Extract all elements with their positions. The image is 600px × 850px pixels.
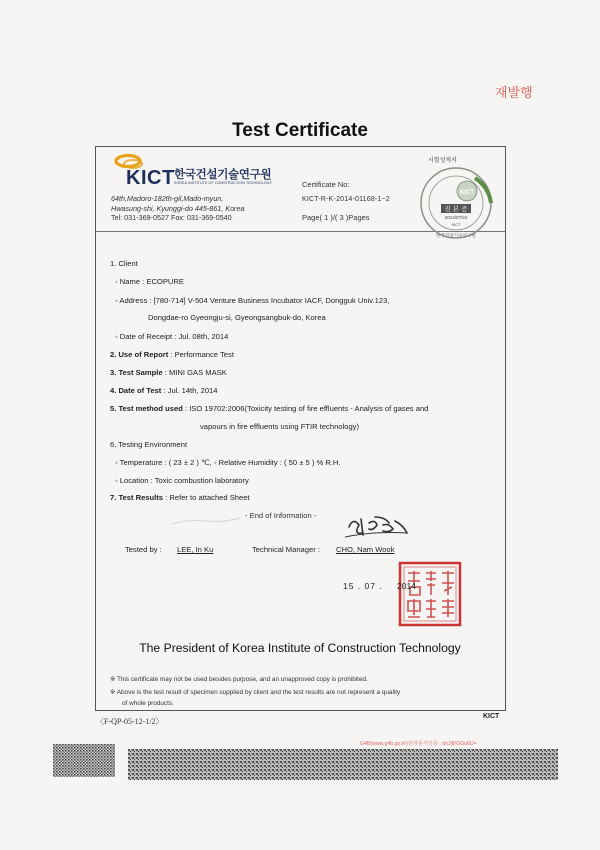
page-info: Page( 1 )/( 3 )Pages [302,213,370,222]
address-line-2: Hwasung-shi, Kyunggi-do 445-861, Korea [111,203,245,213]
certificate-number: KICT-R-K-2014-01168-1~2 [302,196,390,203]
certificate-label: Certificate No: [302,180,350,189]
org-name-english: KOREA INSTITUTE OF CONSTRUCTION TECHNOLOGY [174,181,273,185]
verification-url: G4B(www.g4b.go.kr)전자문서인증 : dnJj8/OGu6U= [360,741,477,747]
issue-date: 15 . 07 . [343,581,383,591]
notice-1: ※ This certificate may not be used besides purpose, and an unapproved copy is prohibited. [110,676,368,683]
barcode-pattern-icon [53,744,115,777]
official-stamp-icon [398,561,462,627]
org-name-korean: 한국건설기술연구원 [174,167,272,181]
seal-ring-text: 한국건설기술연구원 [436,234,476,239]
seal-top-text: KICT [460,190,474,196]
tested-by-label: Tested by : [125,545,162,554]
testing-environment-heading: 6. Testing Environment [110,440,188,449]
tested-by-name: LEE, In Ku [177,545,214,554]
security-pattern-icon [128,749,558,780]
authenticity-seal-icon [415,164,497,242]
seal-date: 2014/07/22 [444,215,468,220]
signature-icon [343,513,411,541]
client-heading: 1. Client [110,259,138,268]
reissue-mark: 재발행 [495,86,533,101]
test-method: 5. Test method used : ISO 19702:2006(Toxicity testing of fire effluents - Analysis of gases and [110,404,429,413]
president-title: The President of Korea Institute of Construction Technology [139,641,461,655]
seal-center-text: 진 본 증 [444,205,468,213]
use-of-report: 2. Use of Report : Performance Test [110,350,234,359]
issue-year: 2014 [397,581,416,591]
org-phone: Tel: 031-369-0527 Fax: 031-369-0540 [111,213,232,222]
temperature-humidity: ◦ Temperature : ( 23 ± 2 ) ℃, ◦ Relative Humidity : ( 50 ± 5 ) % R.H. [115,458,341,467]
seal-label: 시험성적서 [428,157,457,164]
seal-bottom-text: KICT [451,223,461,227]
date-of-test: 4. Date of Test : Jul. 14th, 2014 [110,386,218,395]
test-results: 7. Test Results : Refer to attached Sheet [110,493,250,502]
end-of-information: - End of Information - [245,511,317,520]
client-address-line-2: Dongdae-ro Gyeongju-si, Gyeongsangbuk-do, Korea [148,313,326,322]
date-of-receipt: ◦ Date of Receipt : Jul. 08th, 2014 [115,332,229,341]
notice-3: of whole products. [122,700,174,707]
technical-manager-label: Technical Manager : [252,545,320,554]
test-sample: 3. Test Sample : MINI GAS MASK [110,368,227,377]
org-abbr: KICT [126,167,175,189]
client-address-line-1: ◦ Address : [780-714] V-504 Venture Business Incubator IACF, Dongguk Univ.123, [115,296,390,305]
org-address [111,194,244,213]
technical-manager-name: CHO, Nam Wook [336,545,395,554]
client-name: ◦ Name : ECOPURE [115,277,184,286]
address-line-1: 64th,Madoro-182th-gil,Mado-myun, [111,194,224,203]
form-number: 〈F-QP-05-12-1/2〉 [96,717,164,726]
watermark-scribble [170,515,242,527]
test-location: ◦ Location : Toxic combustion laboratory [115,476,249,485]
test-method-line-2: vapours in fire effluents using FTIR technology) [200,422,359,431]
notice-2: ※ Above is the test result of specimen supplied by client and the test results are not represent a quality [110,689,401,696]
page-title: Test Certificate [232,120,368,141]
footer-abbr: KICT [483,713,500,720]
